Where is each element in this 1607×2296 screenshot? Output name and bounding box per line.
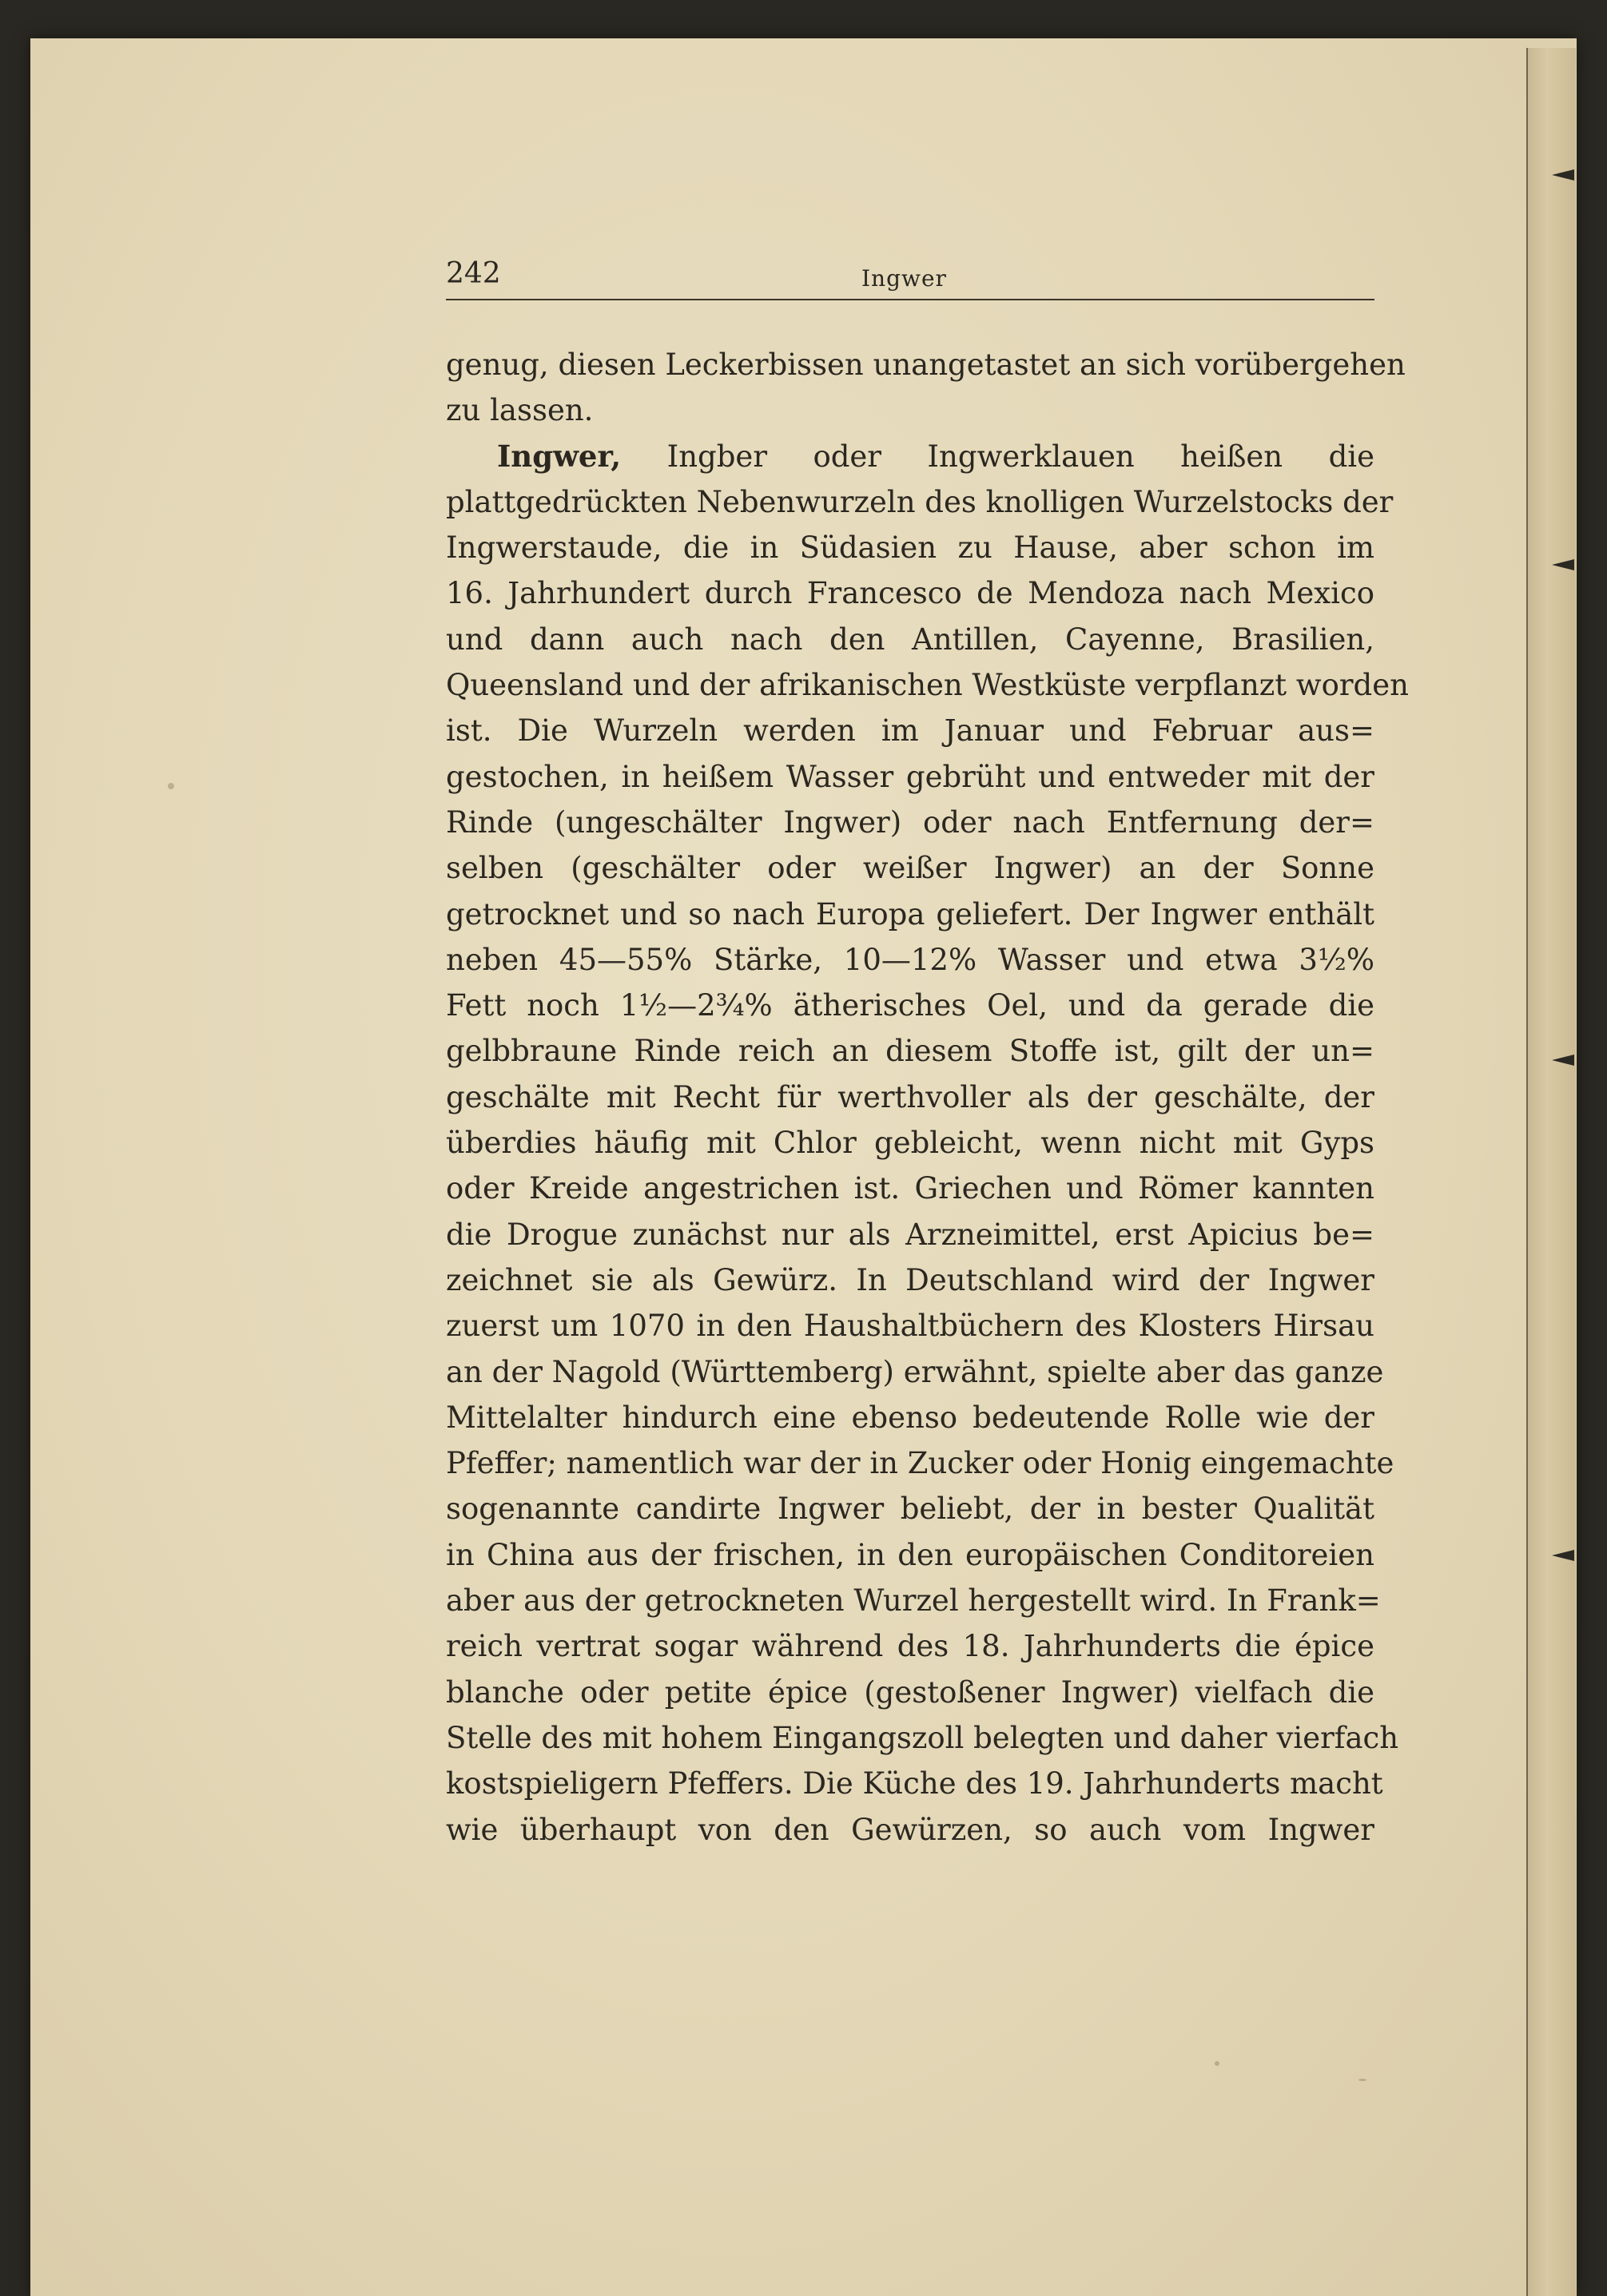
text-line: 16. Jahrhundert durch Francesco de Mendoza nach Mexico [446, 576, 1374, 611]
text-line: geschälte mit Recht für werthvoller als der geschälte, der [446, 1079, 1374, 1114]
text-line: sogenannte candirte Ingwer beliebt, der in bester Qualität [446, 1492, 1374, 1527]
text-line: Mittelalter hindurch eine ebenso bedeutende Rolle wie der [446, 1400, 1374, 1435]
text-line: überdies häufig mit Chlor gebleicht, wenn nicht mit Gyps [446, 1126, 1374, 1161]
body-text [446, 342, 1409, 1853]
text-line: die Drogue zunächst nur als Arzneimittel, erst Apicius be= [446, 1217, 1374, 1252]
text-line: an der Nagold (Württemberg) erwähnt, spielte aber das ganze [446, 1354, 1384, 1389]
text-line: reich vertrat sogar während des 18. Jahrhunderts die épice [446, 1629, 1374, 1664]
text-line: zu lassen. [446, 393, 594, 428]
text-line: kostspieligern Pfeffers. Die Küche des 19. Jahrhunderts macht [446, 1766, 1383, 1801]
text-line: blanche oder petite épice (gestoßener Ingwer) vielfach die [446, 1674, 1374, 1710]
text-line: in China aus der frischen, in den europäischen Conditoreien [446, 1537, 1374, 1572]
text-line: neben 45—55% Stärke, 10—12% Wasser und etwa 3½% [446, 942, 1374, 977]
text-line: wie überhaupt von den Gewürzen, so auch vom Ingwer [446, 1812, 1374, 1847]
text-line: Rinde (ungeschälter Ingwer) oder nach Entfernung der= [446, 804, 1374, 840]
text-line: selben (geschälter oder weißer Ingwer) an der Sonne [446, 851, 1374, 886]
paper-speck [1215, 2061, 1219, 2066]
page-gutter [1526, 48, 1576, 2296]
text-line: getrocknet und so nach Europa geliefert. Der Ingwer enthält [446, 896, 1374, 932]
text-line-headword: Ingwer, Ingber oder Ingwerklauen heißen die [497, 438, 1374, 474]
text-line: zeichnet sie als Gewürz. In Deutschland wird der Ingwer [446, 1262, 1374, 1297]
text-line: Stelle des mit hohem Eingangszoll belegten und daher vierfach [446, 1720, 1399, 1755]
text-line: Fett noch 1½—2¾% ätherisches Oel, und da gerade die [446, 988, 1374, 1023]
text-line: plattgedrückten Nebenwurzeln des knolligen Wurzelstocks der [446, 484, 1394, 519]
text-line: aber aus der getrockneten Wurzel hergestellt wird. In Frank= [446, 1583, 1381, 1619]
text-line: Queensland und der afrikanischen Westküste verpflanzt worden [446, 668, 1409, 703]
text-line: und dann auch nach den Antillen, Cayenne, Brasilien, [446, 622, 1374, 657]
headword: Ingwer, [497, 438, 622, 474]
text-line: zuerst um 1070 in den Haushaltbüchern des Klosters Hirsau [446, 1309, 1374, 1344]
running-title: Ingwer [861, 265, 947, 292]
text-line: Ingwerstaude, die in Südasien zu Hause, aber schon im [446, 530, 1374, 566]
text-line: oder Kreide angestrichen ist. Griechen und Römer kannten [446, 1171, 1374, 1206]
paper-speck [168, 783, 174, 789]
page-header [446, 257, 1374, 300]
text-line: gestochen, in heißem Wasser gebrüht und entweder mit der [446, 759, 1374, 794]
text-line: Pfeffer; namentlich war der in Zucker oder Honig eingemachte [446, 1446, 1394, 1481]
text-line: genug, diesen Leckerbissen unangetastet an sich vorübergehen [446, 348, 1406, 382]
text-line: gelbbraune Rinde reich an diesem Stoffe ist, gilt der un= [446, 1034, 1374, 1069]
page-number: 242 [446, 257, 501, 290]
text-line: ist. Die Wurzeln werden im Januar und Februar aus= [446, 713, 1374, 749]
paper-speck [1358, 2079, 1366, 2081]
